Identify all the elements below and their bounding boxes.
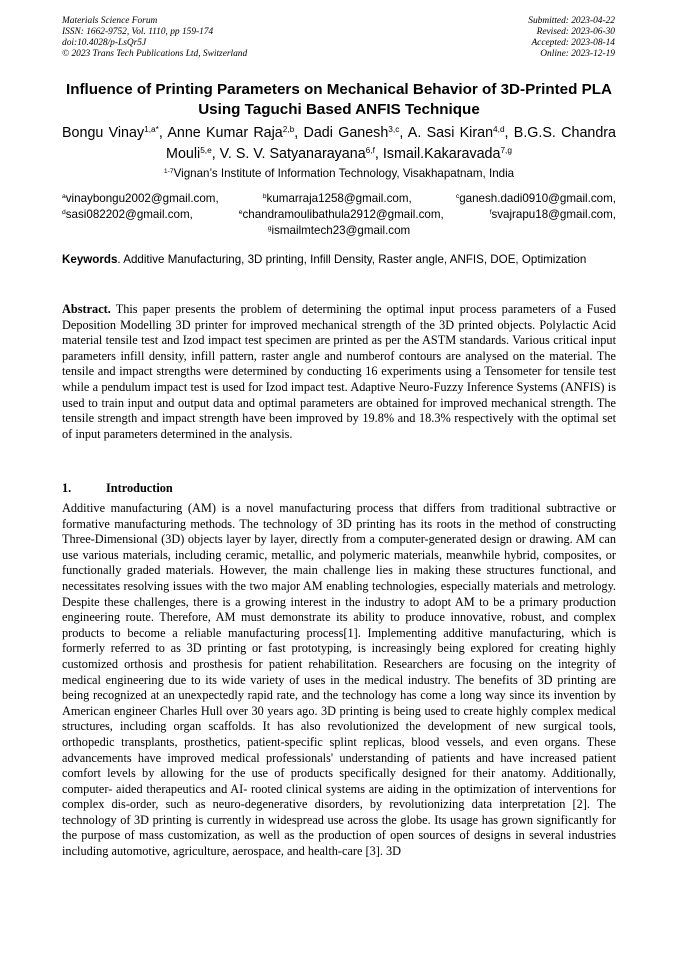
accepted-date: Accepted: 2023-08-14: [531, 38, 615, 48]
email-line: [62, 223, 616, 239]
journal-name: Materials Science Forum: [62, 16, 158, 26]
keywords: [62, 253, 616, 267]
author-name: A. Sasi Kiran: [407, 125, 494, 141]
author-affiliation-marker: 2,b: [282, 123, 295, 134]
copyright: © 2023 Trans Tech Publications Ltd, Switzerland: [62, 49, 248, 59]
affiliation-text: Vignan’s Institute of Information Technology, Visakhapatnam, India: [173, 167, 515, 180]
introduction-paragraph: Additive manufacturing (AM) is a novel manufacturing process that differs from traditional subtractive or formative manufacturing methods. The technology of 3D printing has its roots in the method of constructing Three-Dimensional (3D) objects layer by layer, directly from a computer-generated design or drawing. AM can use various materials, including ceramic, metallic, and polymeric materials, meanwhile hybrid, composites, or functionally graded materials. However, the main challenge lies in making these structures functional, and necessitates resolving issues with the two major AM enabling technologies, especially materials and metrology. Despite these challenges, there is a growing interest in the industry to adopt AM to be a primary production engineering route. Therefore, AM must demonstrate its ability to produce innovative, robust, and complex products to become a reliable manufacturing process[1]. Implementing additive manufacturing, which is formerly referred to as 3D printing or fast prototyping, is increasingly being explored for creating highly customized orthosis and prosthesis for patient rehabilitation. Researchers are focusing on the integrity of medical engineering due to its wide variety of uses in the medical industry. The benefits of 3D printing are being recognized at an unexpectedly rapid rate, and the technology has come a long way since its invention by American engineer Charles Hull over 30 years ago. 3D printing is being used to create highly complex medical structures, including organ scaffolds. It has also revolutionized the development of new surgical tools, orthopedic transplants, prosthetics, patient-specific splint replicas, blood vessels, and even organs. These advancements have improved medical professionals' understanding of patients and have increased patient comfort levels by allowing for the use of products specifically designed for their anatomy. Additionally, computer- aided therapeutics and AI- rooted clinical systems are aiding in the optimization of interventions for complex dis-order, such as neuro-degenerative disorders, by revolutionizing data interpretation [2]. The technology of 3D printing is currently in widespread use across the globe. Its usage has grown significantly for the purpose of mass customization, as well as the production of open sources of designs in several industries including automotive, agriculture, aerospace, and health-care [3]. 3D: [62, 501, 616, 859]
email-line: [62, 207, 616, 223]
keywords-text: . Additive Manufacturing, 3D printing, Infill Density, Raster angle, ANFIS, DOE, Optimization: [117, 253, 587, 266]
email-address: svajrapu18@gmail.com: [491, 208, 613, 221]
author: [383, 146, 512, 162]
abstract-label: Abstract.: [62, 302, 111, 316]
affiliation-marker: 1-7: [163, 167, 174, 175]
submitted-date: Submitted: 2023-04-22: [528, 16, 615, 26]
header-row: [62, 16, 615, 27]
author-affiliation-marker: 1,a*: [144, 123, 159, 134]
section-heading: [62, 481, 173, 496]
email-entry: $^b$kumarraja1258@gmail.com,: [262, 192, 412, 205]
author-emails: [62, 191, 616, 239]
author-affiliation-marker: 3,c: [388, 123, 400, 134]
email-address: vinaybongu2002@gmail.com: [65, 192, 216, 205]
email-line: [62, 191, 616, 207]
email-entry: $^e$chandramoulibathula2912@gmail.com,: [238, 208, 444, 221]
section-number: 1.: [62, 481, 72, 495]
email-address: ismailmtech23@gmail.com: [271, 224, 411, 237]
email-entry: $^g$ismailmtech23@gmail.com: [267, 224, 411, 237]
keywords-label: Keywords: [62, 253, 118, 266]
email-address: ganesh.dadi0910@gmail.com: [459, 192, 613, 205]
abstract-text: This paper presents the problem of determining the optimal input process parameters of a Fused Deposition Modelling 3D printer for improved mechanical strength of the 3D printed objects. Polylactic Acid material tensile test and Izod impact test specimen are printed as per the ASTM standards. Various critical input parameters infill density, infill pattern, raster angle and numberof contours are analysed on the material. The tensile and impact strengths were determined by conducting 16 experiments using a Tensometer for tensile test while a pendulum impact test is used for Izod impact test. Adaptive Neuro-Fuzzy Inference Systems (ANFIS) is used to train input and output data and optimal parameters are obtained for improved mechanical strength. The tensile strength and impact strength have been improved by 19.8% and 18.3% respectively with the optimal set of input parameters determined in the analysis.: [62, 302, 616, 441]
affiliation: [62, 167, 616, 181]
email-address: kumarraja1258@gmail.com: [266, 192, 409, 205]
email-address: sasi082202@gmail.com: [65, 208, 190, 221]
revised-date: Revised: 2023-06-30: [536, 27, 615, 37]
author: Bongu Vinay$^{1,a*}$,: [62, 123, 168, 141]
issn-volume-pages: ISSN: 1662-9752, Vol. 1110, pp 159-174: [62, 27, 214, 37]
author-name: V. S. V. Satyanarayana: [219, 146, 366, 162]
author-affiliation-marker: 7,g: [500, 144, 512, 155]
author: Anne Kumar Raja$^{2,b}$,: [167, 123, 304, 141]
author-name: Anne Kumar Raja: [167, 125, 283, 141]
author-name: B.G.S. Chandra Mouli: [166, 125, 617, 162]
header-row: [62, 38, 615, 49]
abstract: [62, 302, 616, 442]
header-row: [62, 27, 615, 38]
author: V. S. V. Satyanarayana$^{6,f}$,: [219, 144, 383, 162]
email-entry: $^f$svajrapu18@gmail.com,: [489, 208, 616, 221]
online-date: Online: 2023-12-19: [540, 49, 615, 59]
author-affiliation-marker: 6,f: [365, 144, 375, 155]
email-entry: $^c$ganesh.dadi0910@gmail.com,: [455, 192, 616, 205]
author-list: [62, 123, 616, 165]
author-name: Ismail.Kakaravada: [382, 146, 501, 162]
author: B.G.S. Chandra Mouli$^{5,e}$,: [166, 125, 617, 162]
author: Dadi Ganesh$^{3,c}$,: [303, 123, 408, 141]
author-name: Bongu Vinay: [62, 125, 145, 141]
paper-title: Influence of Printing Parameters on Mechanical Behavior of 3D-Printed PLA Using Taguchi Based ANFIS Technique: [65, 81, 613, 118]
email-entry: $^d$sasi082202@gmail.com,: [62, 208, 193, 221]
author-affiliation-marker: 5,e: [200, 144, 212, 155]
header-row: [62, 49, 615, 60]
author: A. Sasi Kiran$^{4,d}$,: [407, 123, 514, 141]
section-title: Introduction: [106, 481, 173, 495]
email-address: chandramoulibathula2912@gmail.com: [242, 208, 441, 221]
author-name: Dadi Ganesh: [303, 125, 389, 141]
author-affiliation-marker: 4,d: [493, 123, 505, 134]
doi: doi:10.4028/p-LsQr5J: [62, 38, 147, 48]
page-header: [62, 16, 615, 60]
email-entry: $^a$vinaybongu2002@gmail.com,: [62, 192, 219, 205]
